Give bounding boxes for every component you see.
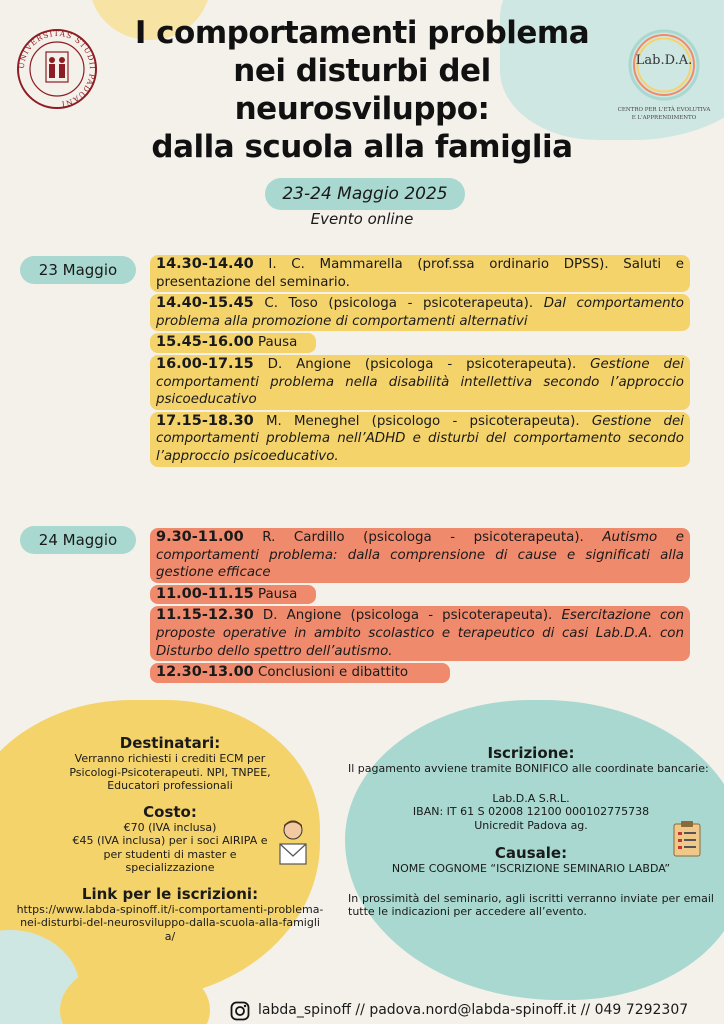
event-mode: Evento online [310, 210, 414, 228]
access-note: In prossimità del seminario, agli iscritti verranno inviate per email tutte le indicazioni per accedere all’evento. [348, 891, 714, 918]
program-entry [150, 355, 690, 410]
cost-line: per studenti di master e [103, 847, 237, 861]
entry-speaker: D. Angione (psicologa - psicoterapeuta). [253, 608, 562, 624]
iscrizione-title: Iscrizione: [487, 744, 575, 762]
footer-separator: // [576, 1002, 595, 1018]
program-entry [150, 294, 690, 331]
entry-speaker: Conclusioni e dibattito [253, 665, 409, 681]
instagram-icon [230, 1001, 250, 1021]
entry-time: 14.40-15.45 [156, 295, 254, 312]
entry-time: 11.00-11.15 [156, 585, 254, 602]
info-right [348, 744, 714, 919]
title-line-2: nei disturbi del [233, 53, 491, 89]
cost-line: €70 (IVA inclusa) [123, 820, 217, 834]
footer-separator: // [350, 1002, 370, 1018]
title-line-1: I comportamenti problema [134, 15, 590, 51]
bank-line: Unicredit Padova ag. [474, 818, 588, 832]
entry-time: 14.30-14.40 [156, 256, 254, 272]
costo-title: Costo: [143, 802, 197, 821]
entry-speaker: C. Toso (psicologa - psicoterapeuta). [253, 296, 544, 312]
program-entry [150, 528, 690, 583]
labda-logo-name: Lab.D.A. [635, 53, 693, 68]
labda-logo-subtitle: CENTRO PER L'ETÀ EVOLUTIVA E L'APPRENDIMENTO [617, 107, 711, 121]
svg-text:UNIVERSITAS STUDII PADUANI: UNIVERSITAS STUDII PADUANI [16, 28, 98, 109]
day-label-23: 23 Maggio [20, 256, 136, 284]
entry-speaker: Pausa [253, 586, 298, 602]
person-mail-icon [276, 818, 310, 870]
causale-text: NOME COGNOME “ISCRIZIONE SEMINARIO LABDA” [391, 862, 671, 875]
entry-topic: Dal comportamento problema alla promozione di comportamenti alternativi [156, 296, 684, 329]
title-line-4: dalla scuola alla famiglia [151, 129, 573, 165]
iscrizione-text: Il pagamento avviene tramite BONIFICO alle coordinate bancarie: [348, 762, 709, 775]
program-day-1 [150, 255, 690, 469]
entry-time: 17.15-18.30 [156, 412, 254, 429]
entry-time: 9.30-11.00 [156, 529, 244, 545]
registration-link[interactable]: https://www.labda-spinoff.it/i-comportamenti-problema-nei-disturbi-del-neurosviluppo-dalla-scuola-alla-famiglia/ [16, 902, 324, 943]
destinatari-text: Verranno richiesti i crediti ECM per Psicologi-Psicoterapeuti. NPI, TNPEE, Educatori professionali [69, 752, 271, 792]
event-date: 23-24 Maggio 2025 [265, 178, 465, 210]
cost-line: specializzazione [125, 861, 215, 874]
bank-line: Lab.D.A S.R.L. [492, 791, 570, 805]
program-entry [150, 663, 690, 683]
program-day-2 [150, 528, 690, 685]
title-line-3: neurosviluppo: [234, 91, 490, 127]
instagram-handle[interactable]: labda_spinoff [258, 1002, 351, 1018]
entry-topic: Autismo e comportamenti problema: dalla comprensione di cause e significati alla gestione efficace [156, 530, 685, 581]
program-entry [150, 606, 690, 661]
bank-line: IBAN: IT 61 S 02008 12100 000102775738 [412, 805, 650, 818]
entry-time: 11.15-12.30 [156, 607, 254, 624]
footer-email[interactable]: padova.nord@labda-spinoff.it [369, 1002, 577, 1018]
cost-line: €45 (IVA inclusa) per i soci AIRIPA e [72, 834, 268, 847]
program-entry [150, 333, 690, 353]
destinatari-title: Destinatari: [119, 734, 221, 752]
entry-time: 16.00-17.15 [156, 355, 254, 372]
program-entry [150, 255, 690, 292]
entry-speaker: R. Cardillo (psicologa - psicoterapeuta). [243, 530, 603, 545]
entry-topic: Esercitazione con proposte operative in ambito scolastico e terapeutico di casi Lab.D.A. con Disturbo dello spettro dell’autismo. [156, 608, 684, 659]
footer-phone[interactable]: 049 7292307 [594, 1002, 689, 1018]
entry-time: 15.45-16.00 [156, 334, 254, 351]
entry-time: 12.30-13.00 [156, 664, 254, 681]
footer-contacts [258, 1000, 720, 1020]
university-seal-logo [16, 28, 98, 110]
entry-topic: Gestione dei comportamenti problema nella disabilità intellettiva secondo l’approccio psicoeducativo [156, 356, 684, 408]
entry-topic: Gestione dei comportamenti problema nell’ADHD e disturbi del comportamento secondo l’approccio psicoeducativo. [156, 413, 684, 464]
clipboard-icon [672, 820, 702, 858]
entry-speaker: I. C. Mammarella (prof.ssa ordinario DPSS). Saluti e presentazione del seminario. [156, 257, 684, 290]
link-title: Link per le iscrizioni: [81, 884, 259, 903]
entry-speaker: D. Angione (psicologa - psicoterapeuta). [253, 356, 591, 372]
program-entry [150, 585, 690, 605]
entry-speaker: M. Meneghel (psicologo - psicoterapeuta). [253, 413, 592, 429]
causale-title: Causale: [494, 844, 568, 862]
entry-speaker: Pausa [253, 335, 298, 351]
day-label-24: 24 Maggio [20, 526, 136, 554]
page-title [120, 14, 604, 166]
program-entry [150, 412, 690, 467]
